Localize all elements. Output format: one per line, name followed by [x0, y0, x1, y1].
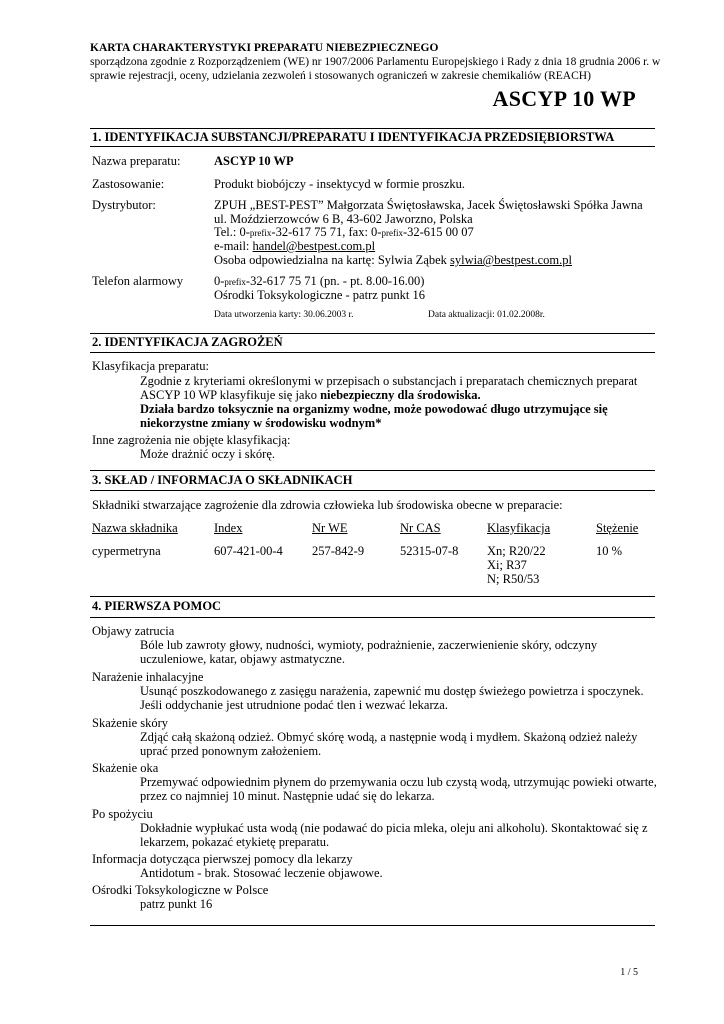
update-date: Data aktualizacji: 01.02.2008r. — [428, 310, 545, 320]
product-name-heading: ASCYP 10 WP — [492, 86, 636, 111]
ingredient-we: 257-842-9 — [312, 544, 365, 558]
column-header-classification: Klasyfikacja — [487, 521, 551, 535]
use-label: Zastosowanie: — [92, 177, 165, 191]
first-aid-text: uprać przed ponownym założeniem. — [140, 744, 322, 758]
first-aid-text: Bóle lub zawroty głowy, nudności, wymioty, podrażnienie, zaczerwienienie skóry, odczyny — [140, 638, 598, 652]
page-number: 1 / 5 — [620, 967, 638, 978]
section-divider — [90, 617, 655, 618]
contact-label: Osoba odpowiedzialna na kartę: Sylwia Ząbek — [214, 253, 451, 267]
column-header-name: Nazwa składnika — [92, 521, 178, 535]
classification-line-1: Zgodnie z kryteriami określonymi w przepisach o substancjach i preparatach chemicznych preparat — [140, 374, 638, 388]
alarm-pre: 0- — [214, 274, 225, 288]
alarm-prefix: prefix — [224, 277, 246, 287]
section-1-heading: 1. IDENTYFIKACJA SUBSTANCJI/PREPARATU I IDENTYFIKACJA PRZEDSIĘBIORSTWA — [92, 130, 615, 144]
first-aid-text: Dokładnie wypłukać usta wodą (nie podawać do picia mleka, oleju ani alkoholu). Skontaktować się z — [140, 821, 648, 835]
distributor-phone-fax — [214, 225, 474, 240]
section-divider — [90, 470, 655, 471]
section-divider — [90, 596, 655, 597]
ingredient-class-3: N; R50/53 — [487, 572, 540, 586]
classification-text: ASCYP 10 WP klasyfikuje się jako — [140, 388, 321, 402]
first-aid-text: Jeśli oddychanie jest utrudnione podać tlen i wezwać lekarza. — [140, 698, 448, 712]
section-divider — [90, 333, 655, 334]
tel-label: Tel.: 0- — [214, 225, 250, 239]
product-name-value: ASCYP 10 WP — [214, 154, 294, 168]
first-aid-text: patrz punkt 16 — [140, 897, 213, 911]
use-value: Produkt biobójczy - insektycyd w formie proszku. — [214, 177, 465, 191]
alarm-phone-label: Telefon alarmowy — [92, 274, 184, 288]
regulation-line-1: sporządzona zgodnie z Rozporządzeniem (WE) nr 1907/2006 Parlamentu Europejskiego i Rady z dnia 18 grudnia 2006 r. w — [90, 56, 661, 68]
column-header-cas: Nr CAS — [400, 521, 441, 535]
first-aid-text: Antidotum - brak. Stosować leczenie objawowe. — [140, 866, 383, 880]
alarm-number: -32-617 75 71 (pn. - pt. 8.00-16.00) — [245, 274, 425, 288]
contact-email-link[interactable]: sylwia@bestpest.com.pl — [450, 253, 572, 267]
tel-number: -32-617 75 71, fax: 0- — [271, 225, 382, 239]
ingredient-index: 607-421-00-4 — [214, 544, 283, 558]
distributor-name: ZPUH „BEST-PEST” Małgorzata Świętosławska, Jacek Świętosławski Spółka Jawna — [214, 198, 643, 212]
other-hazards-value: Może drażnić oczy i skórę. — [140, 447, 276, 461]
alarm-phone-value — [214, 274, 424, 289]
first-aid-text: Przemywać odpowiednim płynem do przemywania oczu lub czystą wodą, utrzymując powieki otwarte, — [140, 775, 657, 789]
first-aid-text: uczuleniowe, katar, objawy astmatyczne. — [140, 652, 345, 666]
distributor-email — [214, 239, 375, 254]
classification-hazard: niebezpieczny dla środowiska. — [320, 388, 481, 402]
first-aid-label: Po spożyciu — [92, 807, 153, 821]
section-2-heading: 2. IDENTYFIKACJA ZAGROŻEŃ — [92, 335, 283, 349]
section-divider — [90, 146, 655, 147]
regulation-line-2: sprawie rejestracji, oceny, udzielania zezwoleń i stosowanych ograniczeń w zakresie chemikaliów (REACH) — [90, 70, 591, 82]
first-aid-label: Informacja dotycząca pierwszej pomocy dla lekarzy — [92, 852, 353, 866]
document-title: KARTA CHARAKTERYSTYKI PREPARATU NIEBEZPIECZNEGO — [90, 42, 439, 54]
section-divider — [90, 128, 655, 129]
column-header-index: Index — [214, 521, 243, 535]
hazard-statement-1: Działa bardzo toksycznie na organizmy wodne, może powodować długo utrzymujące się — [140, 402, 608, 416]
distributor-address: ul. Moździerzowców 6 B, 43-602 Jaworzno, Polska — [214, 212, 473, 226]
email-link[interactable]: handel@bestpest.com.pl — [252, 239, 376, 253]
ingredient-class-1: Xn; R20/22 — [487, 544, 546, 558]
creation-date: Data utworzenia karty: 30.06.2003 r. — [214, 310, 354, 320]
responsible-person — [214, 253, 572, 268]
ingredient-concentration: 10 % — [596, 544, 623, 558]
hazard-statement-2: niekorzystne zmiany w środowisku wodnym* — [140, 416, 382, 430]
ingredient-cas: 52315-07-8 — [400, 544, 459, 558]
email-label: e-mail: — [214, 239, 253, 253]
classification-line-2 — [140, 388, 481, 403]
column-header-we: Nr WE — [312, 521, 348, 535]
first-aid-text: lekarzem, pokazać etykietę preparatu. — [140, 835, 330, 849]
ingredient-class-2: Xi; R37 — [487, 558, 527, 572]
section-divider — [90, 490, 655, 491]
fax-number: -32-615 00 07 — [402, 225, 474, 239]
section-4-heading: 4. PIERWSZA POMOC — [92, 599, 222, 613]
toxicology-reference: Ośrodki Toksykologiczne - patrz punkt 16 — [214, 288, 426, 302]
section-3-heading: 3. SKŁAD / INFORMACJA O SKŁADNIKACH — [92, 473, 353, 487]
first-aid-label: Ośrodki Toksykologiczne w Polsce — [92, 883, 269, 897]
ingredient-name: cypermetryna — [92, 544, 161, 558]
product-name-label: Nazwa preparatu: — [92, 154, 181, 168]
classification-label: Klasyfikacja preparatu: — [92, 359, 209, 373]
first-aid-text: Zdjąć całą skażoną odzież. Obmyć skórę wodą, a następnie wodą i mydłem. Skażoną odzież należy — [140, 730, 638, 744]
first-aid-label: Narażenie inhalacyjne — [92, 670, 204, 684]
fax-prefix: prefix — [381, 228, 403, 238]
first-aid-text: Usunąć poszkodowanego z zasięgu narażenia, zapewnić mu dostęp świeżego powietrza i spoczynek. — [140, 684, 644, 698]
first-aid-label: Skażenie oka — [92, 761, 159, 775]
section-divider — [90, 925, 655, 926]
first-aid-text: przez co najmniej 10 minut. Następnie udać się do lekarza. — [140, 789, 435, 803]
section-divider — [90, 352, 655, 353]
other-hazards-label: Inne zagrożenia nie objęte klasyfikacją: — [92, 433, 291, 447]
composition-intro: Składniki stwarzające zagrożenie dla zdrowia człowieka lub środowiska obecne w preparacie: — [92, 498, 563, 512]
column-header-concentration: Stężenie — [596, 521, 639, 535]
first-aid-label: Objawy zatrucia — [92, 624, 175, 638]
distributor-label: Dystrybutor: — [92, 198, 156, 212]
first-aid-label: Skażenie skóry — [92, 716, 169, 730]
tel-prefix: prefix — [249, 228, 272, 238]
